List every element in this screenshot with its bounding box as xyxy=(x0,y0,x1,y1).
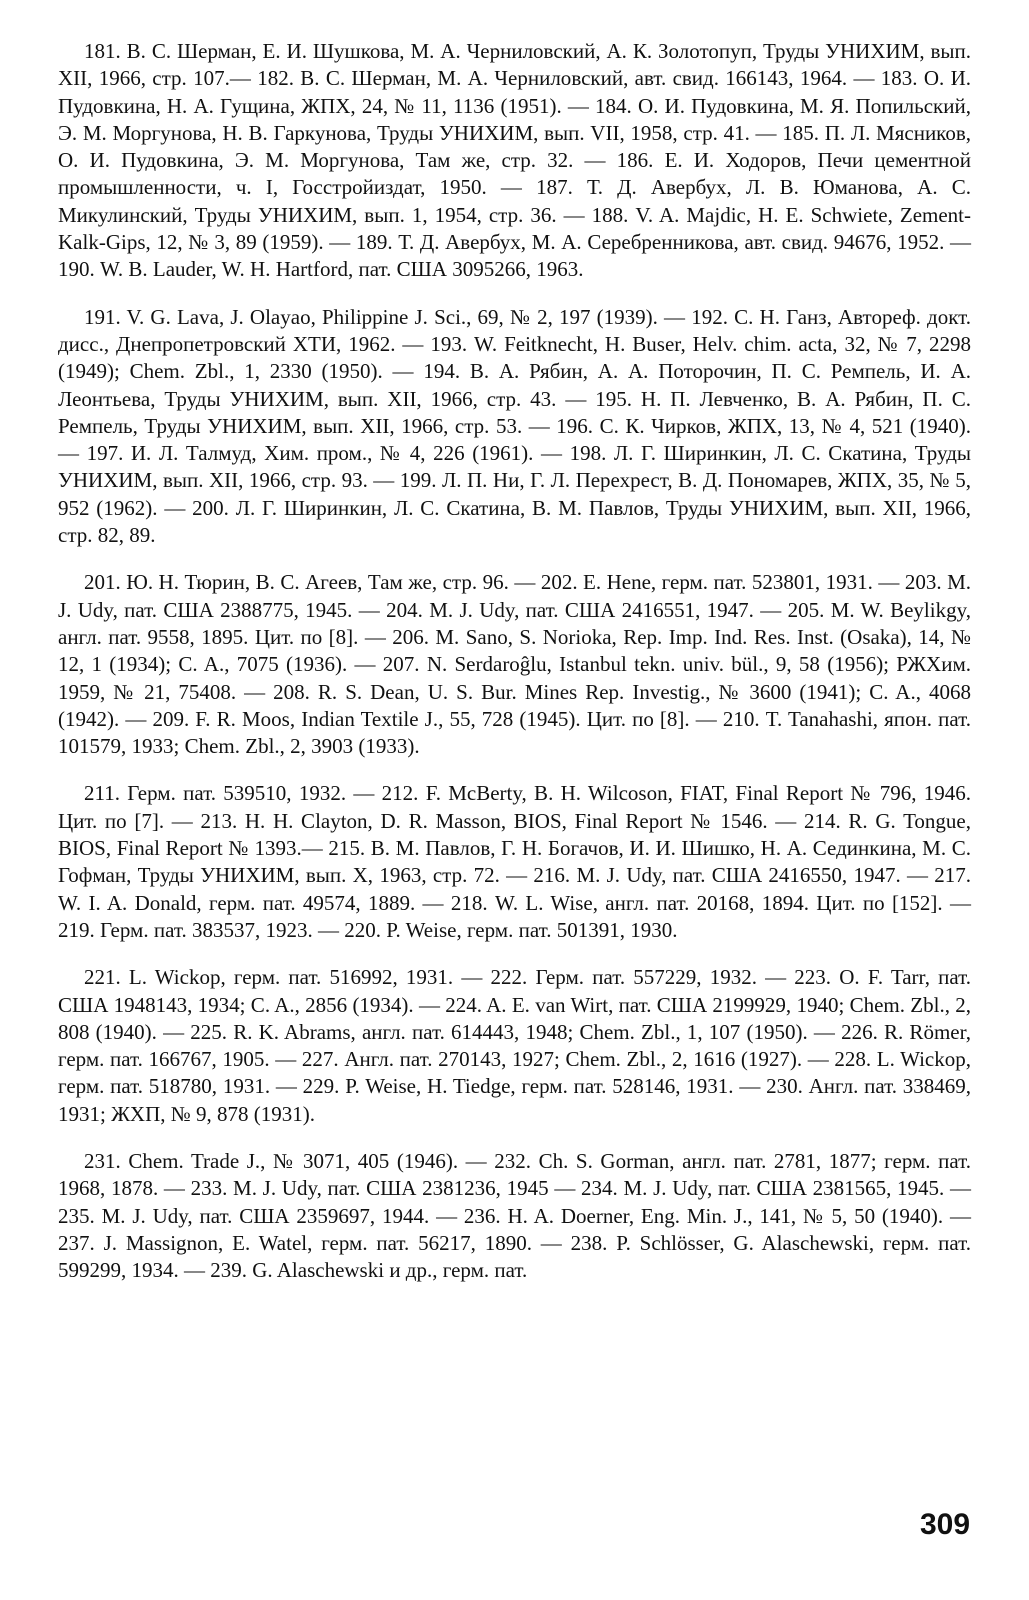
page-number: 309 xyxy=(920,1508,971,1541)
reference-block-201-210: 201. Ю. Н. Тюрин, В. С. Агеев, Там же, стр. 96. — 202. E. Hene, герм. пат. 523801, 1931. — 203. M. J. Udy, пат. США 2388775, 1945. — 204. M. J. Udy, пат. США 2416551, 1947. — 205. M. W. Beylikgy, англ. пат. 9558, 1895. Цит. по [8]. — 206. M. Sano, S. Norioka, Rep. Imp. Ind. Res. Inst. (Osaka), 14, № 12, 1 (1934); C. A., 7075 (1936). — 207. N. Serdaroĝlu, Istanbul tekn. univ. bül., 9, 58 (1956); РЖХим. 1959, № 21, 75408. — 208. R. S. Dean, U. S. Bur. Mines Rep. Investig., № 3600 (1941); C. A., 4068 (1942). — 209. F. R. Moos, Indian Textile J., 55, 728 (1945). Цит. по [8]. — 210. T. Tanahashi, япон. пат. 101579, 1933; Chem. Zbl., 2, 3903 (1933). xyxy=(58,570,971,759)
reference-block-191-200: 191. V. G. Lava, J. Olayao, Philippine J. Sci., 69, № 2, 197 (1939). — 192. С. Н. Ганз, Автореф. докт. дисс., Днепропетровский ХТИ, 1962. — 193. W. Feitknecht, H. Buser, Helv. chim. acta, 32, № 7, 2298 (1949); Chem. Zbl., 1, 2330 (1950). — 194. В. А. Рябин, А. А. Поторочин, П. С. Ремпель, И. А. Леонтьева, Труды УНИХИМ, вып. XII, 1966, стр. 43. — 195. Н. П. Левченко, В. А. Рябин, П. С. Ремпель, Труды УНИХИМ, вып. XII, 1966, стр. 53. — 196. С. К. Чирков, ЖПХ, 13, № 4, 521 (1940). — 197. И. Л. Талмуд, Хим. пром., № 4, 226 (1961). — 198. Л. Г. Ширинкин, Л. С. Скатина, Труды УНИХИМ, вып. XII, 1966, стр. 93. — 199. Л. П. Ни, Г. Л. Перехрест, В. Д. Пономарев, ЖПХ, 35, № 5, 952 (1962). — 200. Л. Г. Ширинкин, Л. С. Скатина, В. М. Павлов, Труды УНИХИМ, вып. XII, 1966, стр. 82, 89. xyxy=(58,304,971,548)
reference-block-221-230: 221. L. Wickop, герм. пат. 516992, 1931. — 222. Герм. пат. 557229, 1932. — 223. O. F. Tarr, пат. США 1948143, 1934; C. A., 2856 (1934). — 224. A. E. van Wirt, пат. США 2199929, 1940; Chem. Zbl., 2, 808 (1940). — 225. R. K. Abrams, англ. пат. 614443, 1948; Chem. Zbl., 1, 107 (1950). — 226. R. Römer, герм. пат. 166767, 1905. — 227. Англ. пат. 270143, 1927; Chem. Zbl., 2, 1616 (1927). — 228. L. Wickop, герм. пат. 518780, 1931. — 229. P. Weise, H. Tiedge, герм. пат. 528146, 1931. — 230. Англ. пат. 338469, 1931; ЖХП, № 9, 878 (1931). xyxy=(58,965,971,1126)
reference-list xyxy=(58,38,971,1304)
reference-block-211-220: 211. Герм. пат. 539510, 1932. — 212. F. McBerty, B. H. Wilcoson, FIAT, Final Report № 796, 1946. Цит. по [7]. — 213. H. H. Clayton, D. R. Masson, BIOS, Final Report № 1546. — 214. R. G. Tongue, BIOS, Final Report № 1393.— 215. В. М. Павлов, Г. Н. Богачов, И. И. Шишко, Н. А. Сединкина, М. С. Гофман, Труды УНИХИМ, вып. X, 1963, стр. 72. — 216. M. J. Udy, пат. США 2416550, 1947. — 217. W. I. A. Donald, герм. пат. 49574, 1889. — 218. W. L. Wise, англ. пат. 20168, 1894. Цит. по [152]. — 219. Герм. пат. 383537, 1923. — 220. P. Weise, герм. пат. 501391, 1930. xyxy=(58,781,971,942)
reference-block-231-239: 231. Chem. Trade J., № 3071, 405 (1946). — 232. Ch. S. Gorman, англ. пат. 2781, 1877; герм. пат. 1968, 1878. — 233. M. J. Udy, пат. США 2381236, 1945 — 234. M. J. Udy, пат. США 2381565, 1945. — 235. M. J. Udy, пат. США 2359697, 1944. — 236. H. A. Doerner, Eng. Min. J., 141, № 5, 50 (1940). — 237. J. Massignon, E. Watel, герм. пат. 56217, 1890. — 238. P. Schlösser, G. Alaschewski, герм. пат. 599299, 1934. — 239. G. Alaschewski и др., герм. пат. xyxy=(58,1148,971,1283)
reference-block-181-190: 181. В. С. Шерман, Е. И. Шушкова, М. А. Черниловский, А. К. Золотопуп, Труды УНИХИМ, вып. XII, 1966, стр. 107.— 182. В. С. Шерман, М. А. Черниловский, авт. свид. 166143, 1964. — 183. О. И. Пудовкина, Н. А. Гущина, ЖПХ, 24, № 11, 1136 (1951). — 184. О. И. Пудовкина, М. Я. Попильский, Э. М. Моргунова, Н. В. Гаркунова, Труды УНИХИМ, вып. VII, 1958, стр. 41. — 185. П. Л. Мясников, О. И. Пудовкина, Э. М. Моргунова, Там же, стр. 32. — 186. Е. И. Ходоров, Печи цементной промышленности, ч. I, Госстройиздат, 1950. — 187. Т. Д. Авербух, Л. В. Юманова, А. С. Микулинский, Труды УНИХИМ, вып. 1, 1954, стр. 36. — 188. V. A. Majdic, H. E. Schwiete, Zement-Kalk-Gips, 12, № 3, 89 (1959). — 189. Т. Д. Авербух, М. А. Серебренникова, авт. свид. 94676, 1952. — 190. W. B. Lauder, W. H. Hartford, пат. США 3095266, 1963. xyxy=(58,39,971,282)
